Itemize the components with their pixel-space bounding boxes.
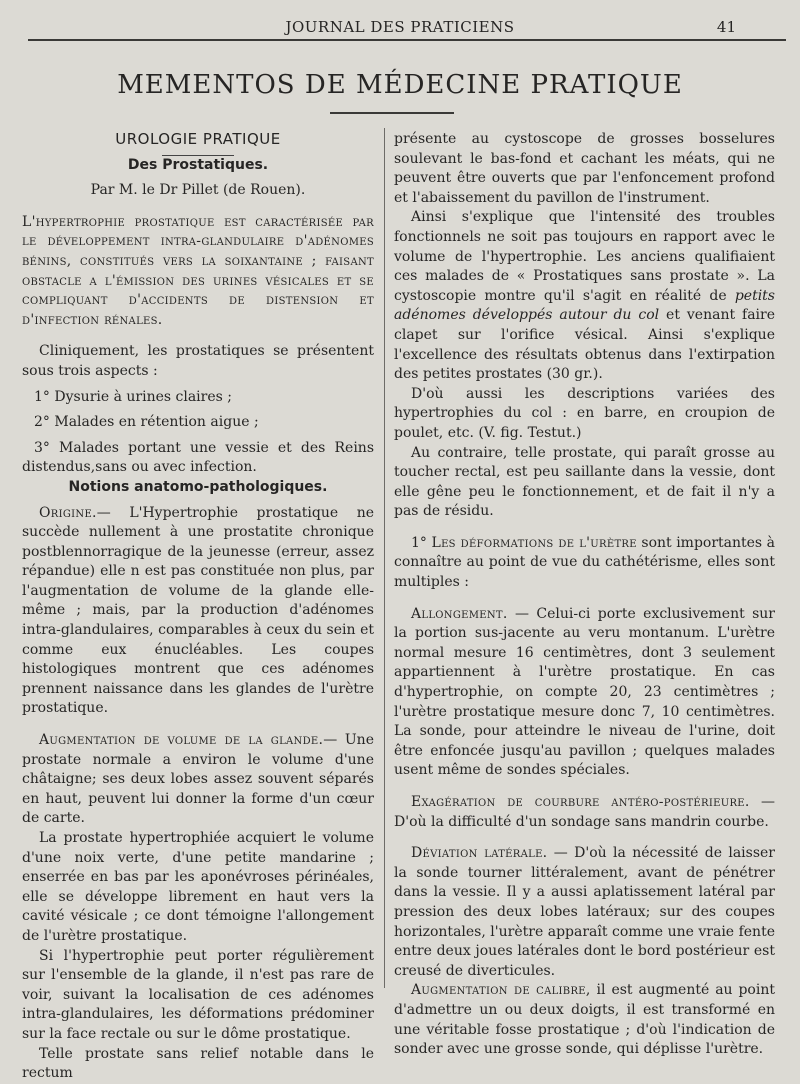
rectal-exam-paragraph: Au contraire, telle prostate, qui paraît grosse au toucher rectal, est peu saillante dans la vessie, dont elle gêne peu le fonctionnement, et de fait il n'y a pas de résidu. [394, 444, 775, 520]
page-number: 41 [716, 18, 736, 36]
header-rule [28, 39, 786, 41]
title-rule [330, 112, 454, 114]
cystoscope-paragraph: présente au cystoscope de grosses bosselures soulevant le bas-fond et cachant les méats, qui ne peuvent être ouverts que par l'enfoncement profond et l'abaissement du pavillon de l'instrument. [394, 131, 775, 206]
origine-text: — L'Hypertrophie prostatique ne succède nullement à une prostatite chronique postblennorragique de la jeunesse (erreur, assez répandue) elle n est pas constituée non plus, par l'augmentation de volume de la glande elle-même ; mais, par la production d'adénomes intra-glandulaires, comparables à ceux du sein et comme eux énucléables. Les coupes histologiques montrent que ces adénomes prennent naissance dans les glandes de l'urètre prostatique. [22, 504, 374, 717]
aspect-item-3: 3° Malades portant une vessie et des Reins distendus,sans ou avec infection. [22, 439, 374, 476]
deformations-paragraph [394, 534, 775, 593]
allongement-label: Allongement. [411, 605, 508, 622]
running-header [0, 14, 800, 42]
notions-heading: Notions anatomo-pathologiques. [68, 478, 328, 495]
deformations-text: sont importantes à connaître au point de vue du cathétérisme, elles sont multiples : [394, 534, 776, 591]
symptoms-paragraph [394, 208, 775, 384]
exageration-text: — D'où la difficulté d'un sondage sans mandrin courbe. [394, 794, 775, 830]
distribution-paragraph: Si l'hypertrophie peut porter régulièrement sur l'ensemble de la glande, il n'est pas rare de voir, suivant la localisation de ces adénomes intra-glandulaires, les déformations prédominer sur la face rectale ou sur le dôme prostatique. [22, 947, 374, 1042]
origine-label: Origine. [39, 504, 97, 521]
deviation-paragraph [394, 844, 775, 981]
deviation-text: — D'où la nécessité de laisser la sonde tourner littéralement, avant de pénétrer dans la vessie. Il y a aussi aplatissement latéral par pression des deux lobes latéraux; sur des coupes horizontales, l'urètre apparaît comme une vraie fente entre deux joues latérales dont le bord postérieur est creusé de diverticules. [394, 845, 775, 979]
page-title: MEMENTOS DE MÉDECINE PRATIQUE [117, 70, 683, 100]
deformations-label: Les déformations de l'urètre [431, 534, 637, 551]
calibre-label: Augmentation de calibre, [411, 982, 591, 999]
journal-title: JOURNAL DES PRATICIENS [285, 18, 515, 36]
deviation-label: Déviation latérale. [411, 845, 548, 862]
augmentation-text: — Une prostate normale a environ le volume d'une châtaigne; ses deux lobes assez souvent séparés en haut, peuvent lui donner la forme d'un cœur de carte. [22, 732, 374, 827]
left-column [22, 130, 374, 1084]
exageration-label: Exagération de courbure antéro-postérieure. [411, 794, 750, 810]
byline: Par M. le Dr Pillet (de Rouen). [90, 182, 306, 199]
calibre-paragraph [394, 981, 775, 1059]
col-hypertrophy-paragraph: D'où aussi les descriptions variées des hypertrophies du col : en barre, en croupion de poulet, etc. (V. fig. Testut.) [394, 385, 775, 441]
symptoms-text: Ainsi s'explique que l'intensité des troubles fonctionnels ne soit pas toujours en rapport avec le volume de l'hypertrophie. Les anciens qualifiaient ces malades de « Prostatiques sans prostate ». La cystoscopie montre qu'il s'agit en réalité de [394, 209, 775, 304]
prostate-size-paragraph: La prostate hypertrophiée acquiert le volume d'une noix verte, d'une petite mandarine ; enserrée en bas par les aponévroses périnéales, elle se développe librement en haut vers la cavité vésicale ; ce dont témoigne l'allongement de l'urètre prostatique. [22, 830, 374, 944]
section-heading: UROLOGIE PRATIQUE [115, 130, 281, 148]
symptoms-text-end: et venant faire clapet sur l'orifice vésical. Ainsi s'explique l'excellence des résultats obtenus dans l'extirpation des petites prostates (30 gr.). [394, 307, 776, 383]
augmentation-paragraph [22, 731, 374, 829]
deformations-prefix: 1° [411, 534, 432, 551]
exageration-paragraph [394, 793, 775, 832]
article-title: Des Prostatiques. [127, 156, 269, 173]
summary-paragraph: L'hypertrophie prostatique est caractérisée par le développement intra-glandulaire d'adénomes bénins, constitués vers la soixantaine ; faisant obstacle a l'émission des urines vésicales et se compliquant d'accidents de distension et d'infection rénales. [22, 213, 374, 328]
clinical-intro: Cliniquement, les prostatiques se présentent sous trois aspects : [22, 343, 374, 379]
origine-paragraph [22, 504, 374, 720]
column-divider [384, 128, 385, 988]
symptoms-emphasis: petits adénomes développés autour du col [394, 287, 775, 324]
aspect-item-2: 2° Malades en rétention aigue ; [34, 414, 259, 431]
rectum-paragraph: Telle prostate sans relief notable dans le rectum [22, 1045, 374, 1082]
aspect-item-1: 1° Dysurie à urines claires ; [34, 388, 232, 405]
allongement-text: — Celui-ci porte exclusivement sur la portion sus-jacente au veru montanum. L'urètre normal mesure 16 centimètres, dont 3 seulement appartiennent à l'urètre prostatique. En cas d'hypertrophie, on compte 20, 23 centimètres ; l'urètre prostatique mesure donc 7, 10 centimètres. La sonde, pour atteindre le niveau de l'urine, doit être enfoncée jusqu'au pavillon ; quelques malades usent même de sondes spéciales. [394, 605, 775, 779]
augmentation-label: Augmentation de volume de la glande. [39, 732, 324, 749]
calibre-text: il est augmenté au point d'admettre un ou deux doigts, il est transformé en une véritable fosse prostatique ; d'où l'indication de sonder avec une grosse sonde, qui déplisse l'urètre. [394, 982, 775, 1058]
right-column [394, 130, 775, 1060]
allongement-paragraph [394, 605, 775, 781]
